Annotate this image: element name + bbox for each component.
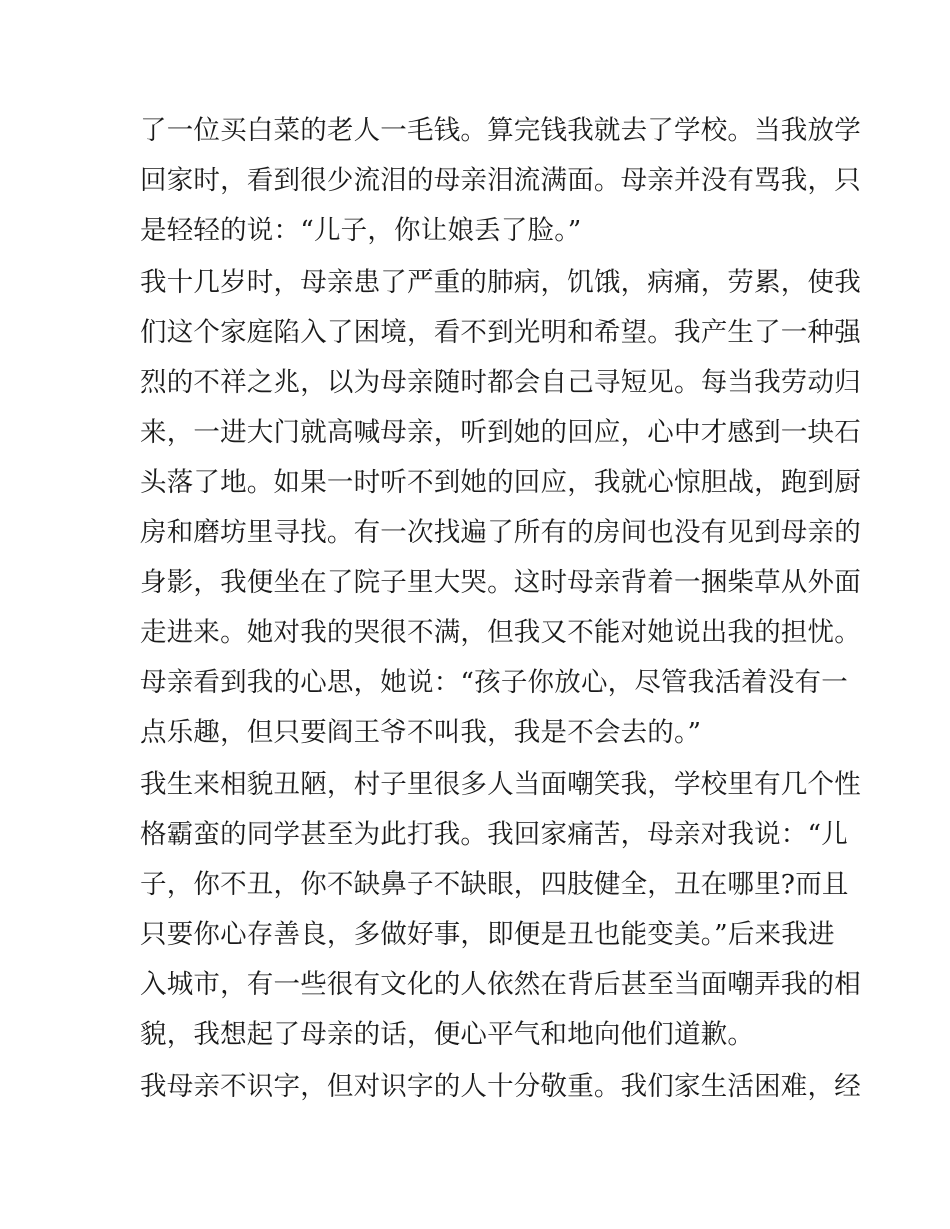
text-line: 了一位买白菜的老人一毛钱。算完钱我就去了学校。当我放学: [140, 115, 861, 146]
text-line: 我十几岁时，母亲患了严重的肺病，饥饿，病痛，劳累，使我: [140, 267, 861, 298]
text-line: 来，一进大门就高喊母亲，听到她的回应，心中才感到一块石: [140, 417, 861, 448]
text-line: 烈的不祥之兆，以为母亲随时都会自己寻短见。每当我劳动归: [140, 367, 861, 398]
text-line: 母亲看到我的心思，她说：“孩子你放心，尽管我活着没有一: [140, 667, 848, 698]
text-line: 回家时，看到很少流泪的母亲泪流满面。母亲并没有骂我，只: [140, 165, 861, 196]
text-line: 头落了地。如果一时听不到她的回应，我就心惊胆战，跑到厨: [140, 467, 861, 498]
text-line: 身影，我便坐在了院子里大哭。这时母亲背着一捆柴草从外面: [140, 567, 861, 598]
text-line: 走进来。她对我的哭很不满，但我又不能对她说出我的担忧。: [140, 617, 861, 648]
text-line: 只要你心存善良，多做好事，即便是丑也能变美。”后来我进: [140, 919, 835, 950]
text-line: 们这个家庭陷入了困境，看不到光明和希望。我产生了一种强: [140, 317, 861, 348]
text-line: 我生来相貌丑陋，村子里很多人当面嘲笑我，学校里有几个性: [140, 769, 861, 800]
text-line: 是轻轻的说：“儿子，你让娘丢了脸。”: [140, 215, 582, 246]
text-line: 我母亲不识字，但对识字的人十分敬重。我们家生活困难，经: [140, 1071, 861, 1102]
text-line: 子，你不丑，你不缺鼻子不缺眼，四肢健全，丑在哪里?而且: [140, 869, 849, 900]
text-line: 点乐趣，但只要阎王爷不叫我，我是不会去的。”: [140, 717, 702, 748]
text-line: 格霸蛮的同学甚至为此打我。我回家痛苦，母亲对我说：“儿: [140, 819, 848, 850]
text-line: 入城市，有一些很有文化的人依然在背后甚至当面嘲弄我的相: [140, 969, 861, 1000]
text-line: 房和磨坊里寻找。有一次找遍了所有的房间也没有见到母亲的: [140, 517, 861, 548]
text-line: 貌，我想起了母亲的话，便心平气和地向他们道歉。: [140, 1019, 755, 1050]
